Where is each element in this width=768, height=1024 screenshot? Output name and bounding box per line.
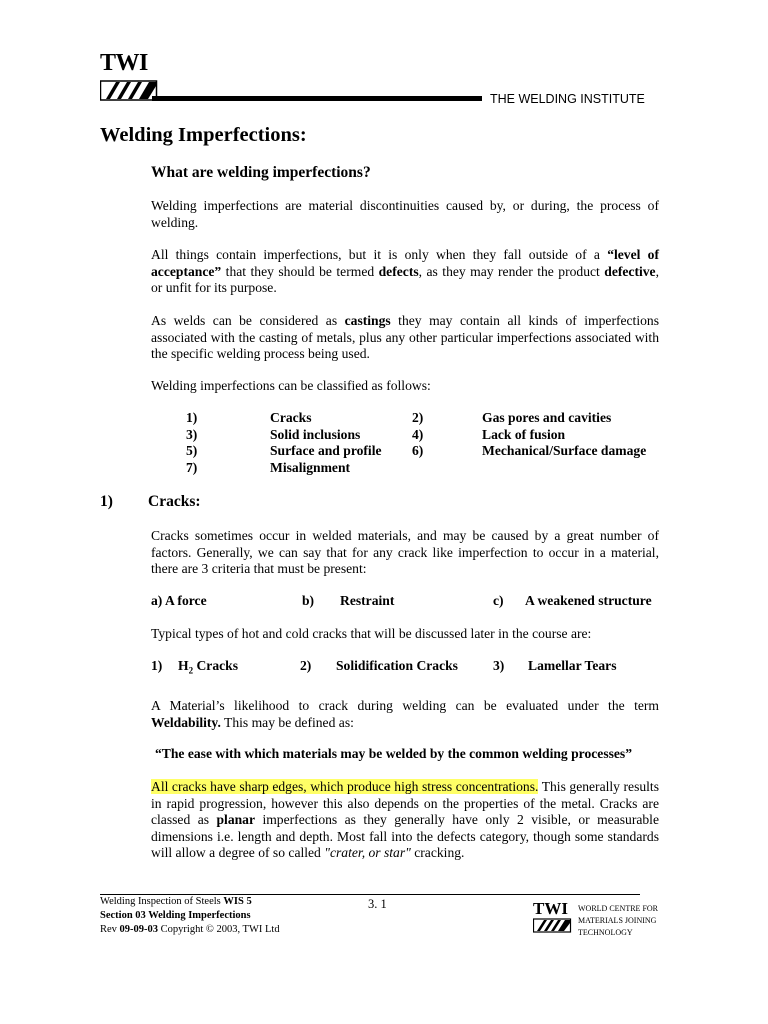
criteria-b-num: b) xyxy=(302,593,315,608)
paragraph-crack-types: Typical types of hot and cold cracks that will be discussed later in the course are: xyxy=(151,626,592,641)
weldability-quote: “The ease with which materials may be welded by the common welding processes” xyxy=(155,746,633,761)
tagline-line-2: MATERIALS JOINING xyxy=(578,916,657,925)
paragraph-castings: As welds can be considered as castings they may contain all kinds of imperfections associated with the casting of metals, plus any other particular imperfections associated with the specific welding process being used. xyxy=(151,313,659,361)
footer-tagline xyxy=(578,903,658,939)
crack-type-3: Lamellar Tears xyxy=(528,658,617,673)
paragraph-weldability: A Material’s likelihood to crack during welding can be evaluated under the term Weldability. This may be defined as: xyxy=(151,698,659,730)
tagline-line-3: TECHNOLOGY xyxy=(578,928,633,937)
crack-type-1: $H_2$ Cracks xyxy=(178,658,239,676)
footer-doc-info xyxy=(100,895,280,937)
footer-line-2: Section 03 Welding Imperfections xyxy=(100,910,251,921)
paragraph-acceptance: All things contain imperfections, but it is only when they fall outside of a “level of acceptance” that they should be termed defects, as they may render the product defective, or unfit for its purpose. xyxy=(151,247,660,295)
footer-line-3: Rev 09-09-03 Copyright © 2003, TWI Ltd xyxy=(100,924,280,935)
list-item: 1) Cracks 2) Gas pores and cavities xyxy=(186,410,612,425)
question-heading: What are welding imperfections? xyxy=(151,164,371,181)
list-item: 7) Misalignment xyxy=(186,459,351,475)
paragraph-cracks: Cracks sometimes occur in welded materials, and may be caused by a great number of factors. Generally, we can say that for any crack like imperfection to occur in a material, there are 3 criteria that must be present: xyxy=(151,528,659,576)
list-item: 3) Solid inclusions 4) Lack of fusion xyxy=(186,426,566,442)
institute-name: THE WELDING INSTITUTE xyxy=(490,92,645,106)
criteria-b: Restraint xyxy=(340,593,395,608)
section-title: Cracks: xyxy=(148,493,201,510)
criteria-c-num: c) xyxy=(493,593,504,608)
paragraph-definition: Welding imperfections are material discontinuities caused by, or during, the process of welding. xyxy=(151,198,659,230)
footer-logo-text: TWI xyxy=(533,899,568,918)
highlighted-text: All cracks have sharp edges, which produce high stress concentrations. xyxy=(151,779,539,794)
crack-type-3-num: 3) xyxy=(493,658,505,673)
crack-type-2: Solidification Cracks xyxy=(336,658,458,673)
section-number: 1) xyxy=(100,493,113,510)
crack-type-1-num: 1) xyxy=(151,658,163,673)
paragraph-classification: Welding imperfections can be classified as follows: xyxy=(151,378,431,393)
criteria-c: A weakened structure xyxy=(525,593,652,608)
header-rule xyxy=(152,96,482,101)
page-title: Welding Imperfections: xyxy=(100,124,307,146)
criteria-a: a) A force xyxy=(151,593,207,608)
footer-logo-stripes-icon xyxy=(533,918,573,934)
twi-logo-stripes-icon xyxy=(100,80,160,102)
page-number: 3. 1 xyxy=(368,897,387,911)
classification-list xyxy=(186,410,666,476)
list-item: 5) Surface and profile 6) Mechanical/Surface damage xyxy=(186,443,647,458)
footer-line-1: Welding Inspection of Steels WIS 5 xyxy=(100,896,252,907)
paragraph-crack-edges: All cracks have sharp edges, which produce high stress concentrations. This generally results in rapid progression, however this also depends on the properties of the metal. Cracks are classed as planar imperfections as they generally have only 2 visible, or measurable dimensions i.e. length and depth. Most fall into the defects category, though some standards will allow a degree of so called "crater, or star" cracking. xyxy=(151,779,659,860)
tagline-line-1: WORLD CENTRE FOR xyxy=(578,904,658,913)
twi-logo-text: TWI xyxy=(100,50,148,76)
crack-type-2-num: 2) xyxy=(300,658,312,673)
